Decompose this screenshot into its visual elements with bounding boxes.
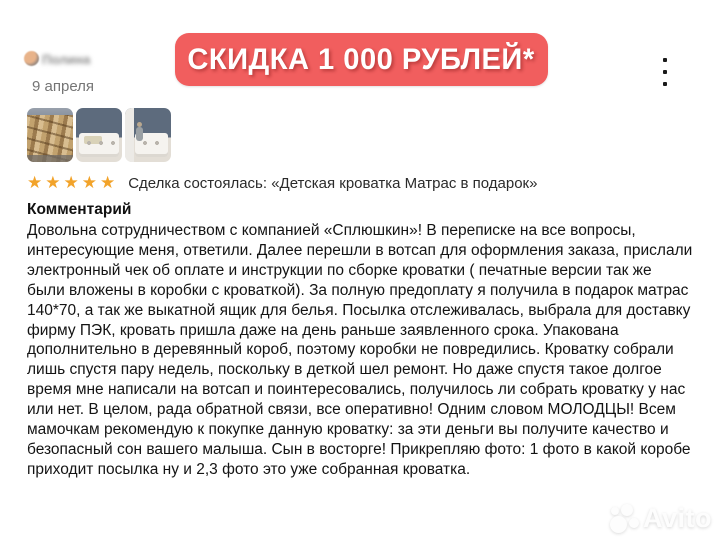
avito-watermark [610,503,712,534]
avatar [24,51,39,66]
review-photos [27,108,171,162]
crib-rail-holes [139,140,164,146]
kebab-dot [663,58,667,62]
discount-banner [175,33,548,86]
photo-floor [27,155,73,162]
comment-text: Довольна сотрудничеством с компанией «Сплюшкин»! В переписке на все вопросы, интересующие меня, ответили. Далее перешли в вотсап для оформления заказа, прислали электронный чек об оплате и инструкции по сборке кроватки ( печатные версии так же были вложены в коробки с кроваткой). За полную предоплату я получила в подарок матрас 140*70, а так же выкатной ящик для белья. Посылка отслеживалась, выбрала для доставку фирму ПЭК, кровать пришла даже на день раньше заявленного срока. Упакована дополнительно в деревянный короб, поэтому коробки не повредились. Кроватку собрали лишь спустя пару недель, поскольку в деткой шел ремонт. Но даже спустя такое долгое время мне написали на вотсап и поинтересовались, получилось ли собрать кроватку у нас или нет. В целом, рада обратной связи, все оперативно! Одним словом МОЛОДЦЫ! Всем мамочкам рекомендую к покупке данную кроватку: за эти деньги вы получите качество и безопасный сон вашего малыша. Сын в восторге! Прикрепляю фото: 1 фото в какой коробе приходит посылка ну и 2,3 фото это уже собранная кроватка. [27,222,697,478]
kebab-menu-icon[interactable] [657,58,673,86]
rating-row [27,173,537,193]
child-figure [136,127,143,141]
reviewer-name: Полина [42,52,91,67]
review-date: 9 апреля [32,78,95,95]
comment-heading: Комментарий [27,201,132,218]
child-with-crib-photo[interactable] [125,108,171,162]
star-rating-icons: ★★★★★ [27,173,119,192]
packaging-crate-photo[interactable] [27,108,73,162]
crib-shape [79,133,119,157]
assembled-crib-photo[interactable] [76,108,122,162]
crib-rail-holes [83,140,115,146]
avito-wordmark: Avito [643,503,712,533]
kebab-dot [663,82,667,86]
kebab-dot [663,70,667,74]
discount-banner-label: СКИДКА 1 000 РУБЛЕЙ* [187,42,536,76]
avito-logo-icon [610,504,640,534]
wall-corner [125,108,134,162]
deal-status-label: Сделка состоялась: «Детская кроватка Матрас в подарок» [128,174,538,192]
